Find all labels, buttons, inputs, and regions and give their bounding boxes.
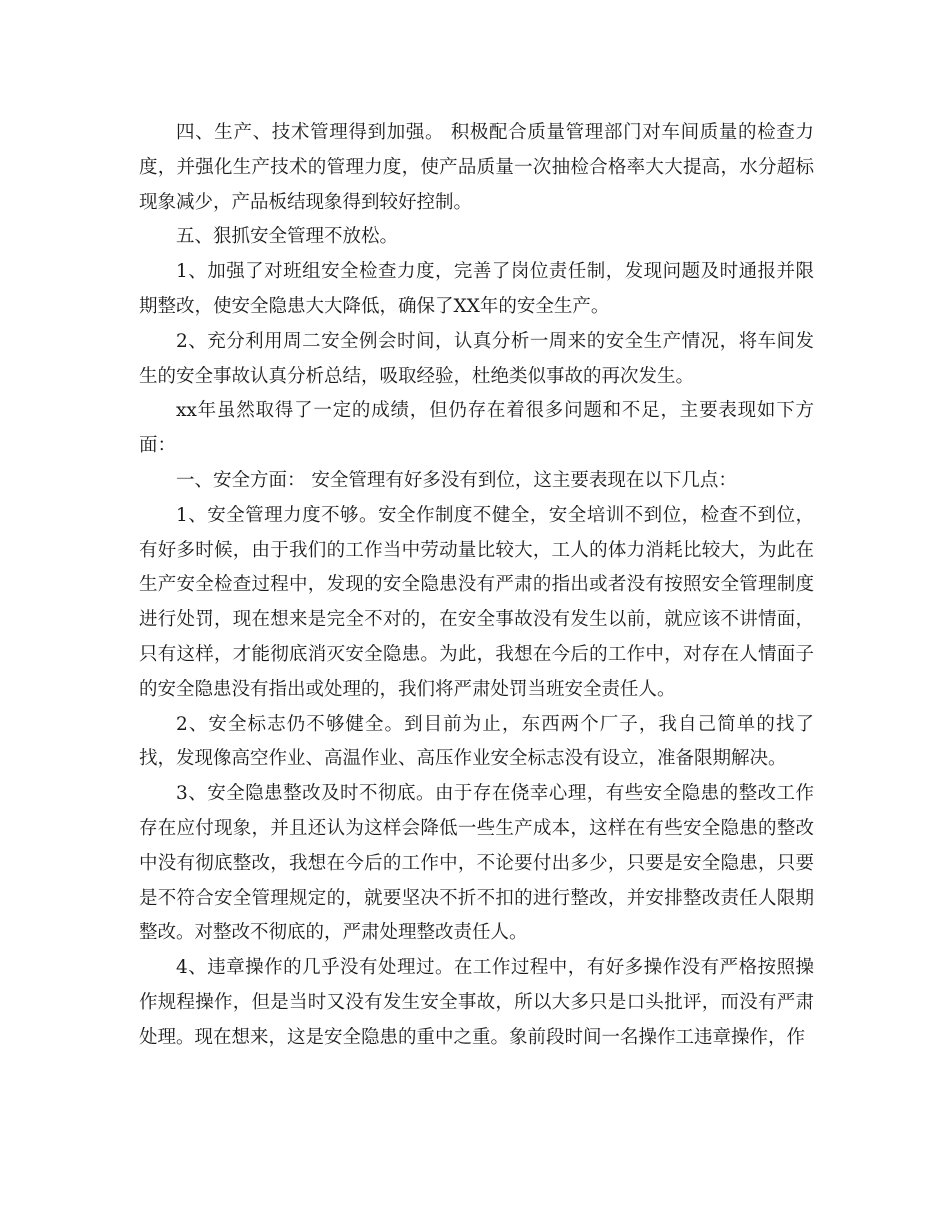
paragraph-shortcomings-intro: xx年虽然取得了一定的成绩，但仍存在着很多问题和不足，主要表现如下方面： [139, 400, 814, 457]
paragraph-safety-heading: 五、狠抓安全管理不放松。 [176, 226, 399, 248]
paragraph-safety-aspect-heading: 一、安全方面： 安全管理有好多没有到位，这主要表现在以下几点： [176, 469, 737, 491]
paragraph-safety-item-1: 1、加强了对班组安全检查力度，完善了岗位责任制，发现问题及时通报并限期整改，使安全隐患大大降低，确保了XX年的安全生产。 [139, 261, 814, 317]
paragraph-production-tech: 四、生产、技术管理得到加强。 积极配合质量管理部门对车间质量的检查力度，并强化生产技术的管理力度，使产品质量一次抽检合格率大大提高，水分超标现象减少，产品板结现象得到较好控制。 [139, 122, 814, 213]
paragraph-issue-2: 2、安全标志仍不够健全。到目前为止，东西两个厂子，我自己简单的找了找，发现像高空作业、高温作业、高压作业安全标志没有设立，准备限期解决。 [139, 713, 814, 770]
paragraph-issue-1: 1、安全管理力度不够。安全作制度不健全，安全培训不到位，检查不到位，有好多时候，由于我们的工作当中劳动量比较大，工人的体力消耗比较大，为此在生产安全检查过程中，发现的安全隐患没有严肃的指出或者没有按照安全管理制度进行处罚，现在想来是完全不对的，在安全事故没有发生以前，就应该不讲情面，只有这样，才能彻底消灭安全隐患。为此，我想在今后的工作中，对存在人情面子的安全隐患没有指出或处理的，我们将严肃处罚当班安全责任人。 [139, 504, 814, 700]
paragraph-issue-3: 3、安全隐患整改及时不彻底。由于存在侥幸心理，有些安全隐患的整改工作存在应付现象，并且还认为这样会降低一些生产成本，这样在有些安全隐患的整改中没有彻底整改，我想在今后的工作中，不论要付出多少，只要是安全隐患，只要是不符合安全管理规定的，就要坚决不折不扣的进行整改，并安排整改责任人限期整改。对整改不彻底的，严肃处理整改责任人。 [139, 783, 814, 944]
document-body [139, 116, 814, 1056]
paragraph-safety-item-2: 2、充分利用周二安全例会时间，认真分析一周来的安全生产情况，将车间发生的安全事故认真分析总结，吸取经验，杜绝类似事故的再次发生。 [139, 330, 814, 387]
paragraph-issue-4: 4、违章操作的几乎没有处理过。在工作过程中，有好多操作没有严格按照操作规程操作，但是当时又没有发生安全事故，所以大多只是口头批评，而没有严肃处理。现在想来，这是安全隐患的重中之重。象前段时间一名操作工违章操作，作 [139, 957, 814, 1048]
